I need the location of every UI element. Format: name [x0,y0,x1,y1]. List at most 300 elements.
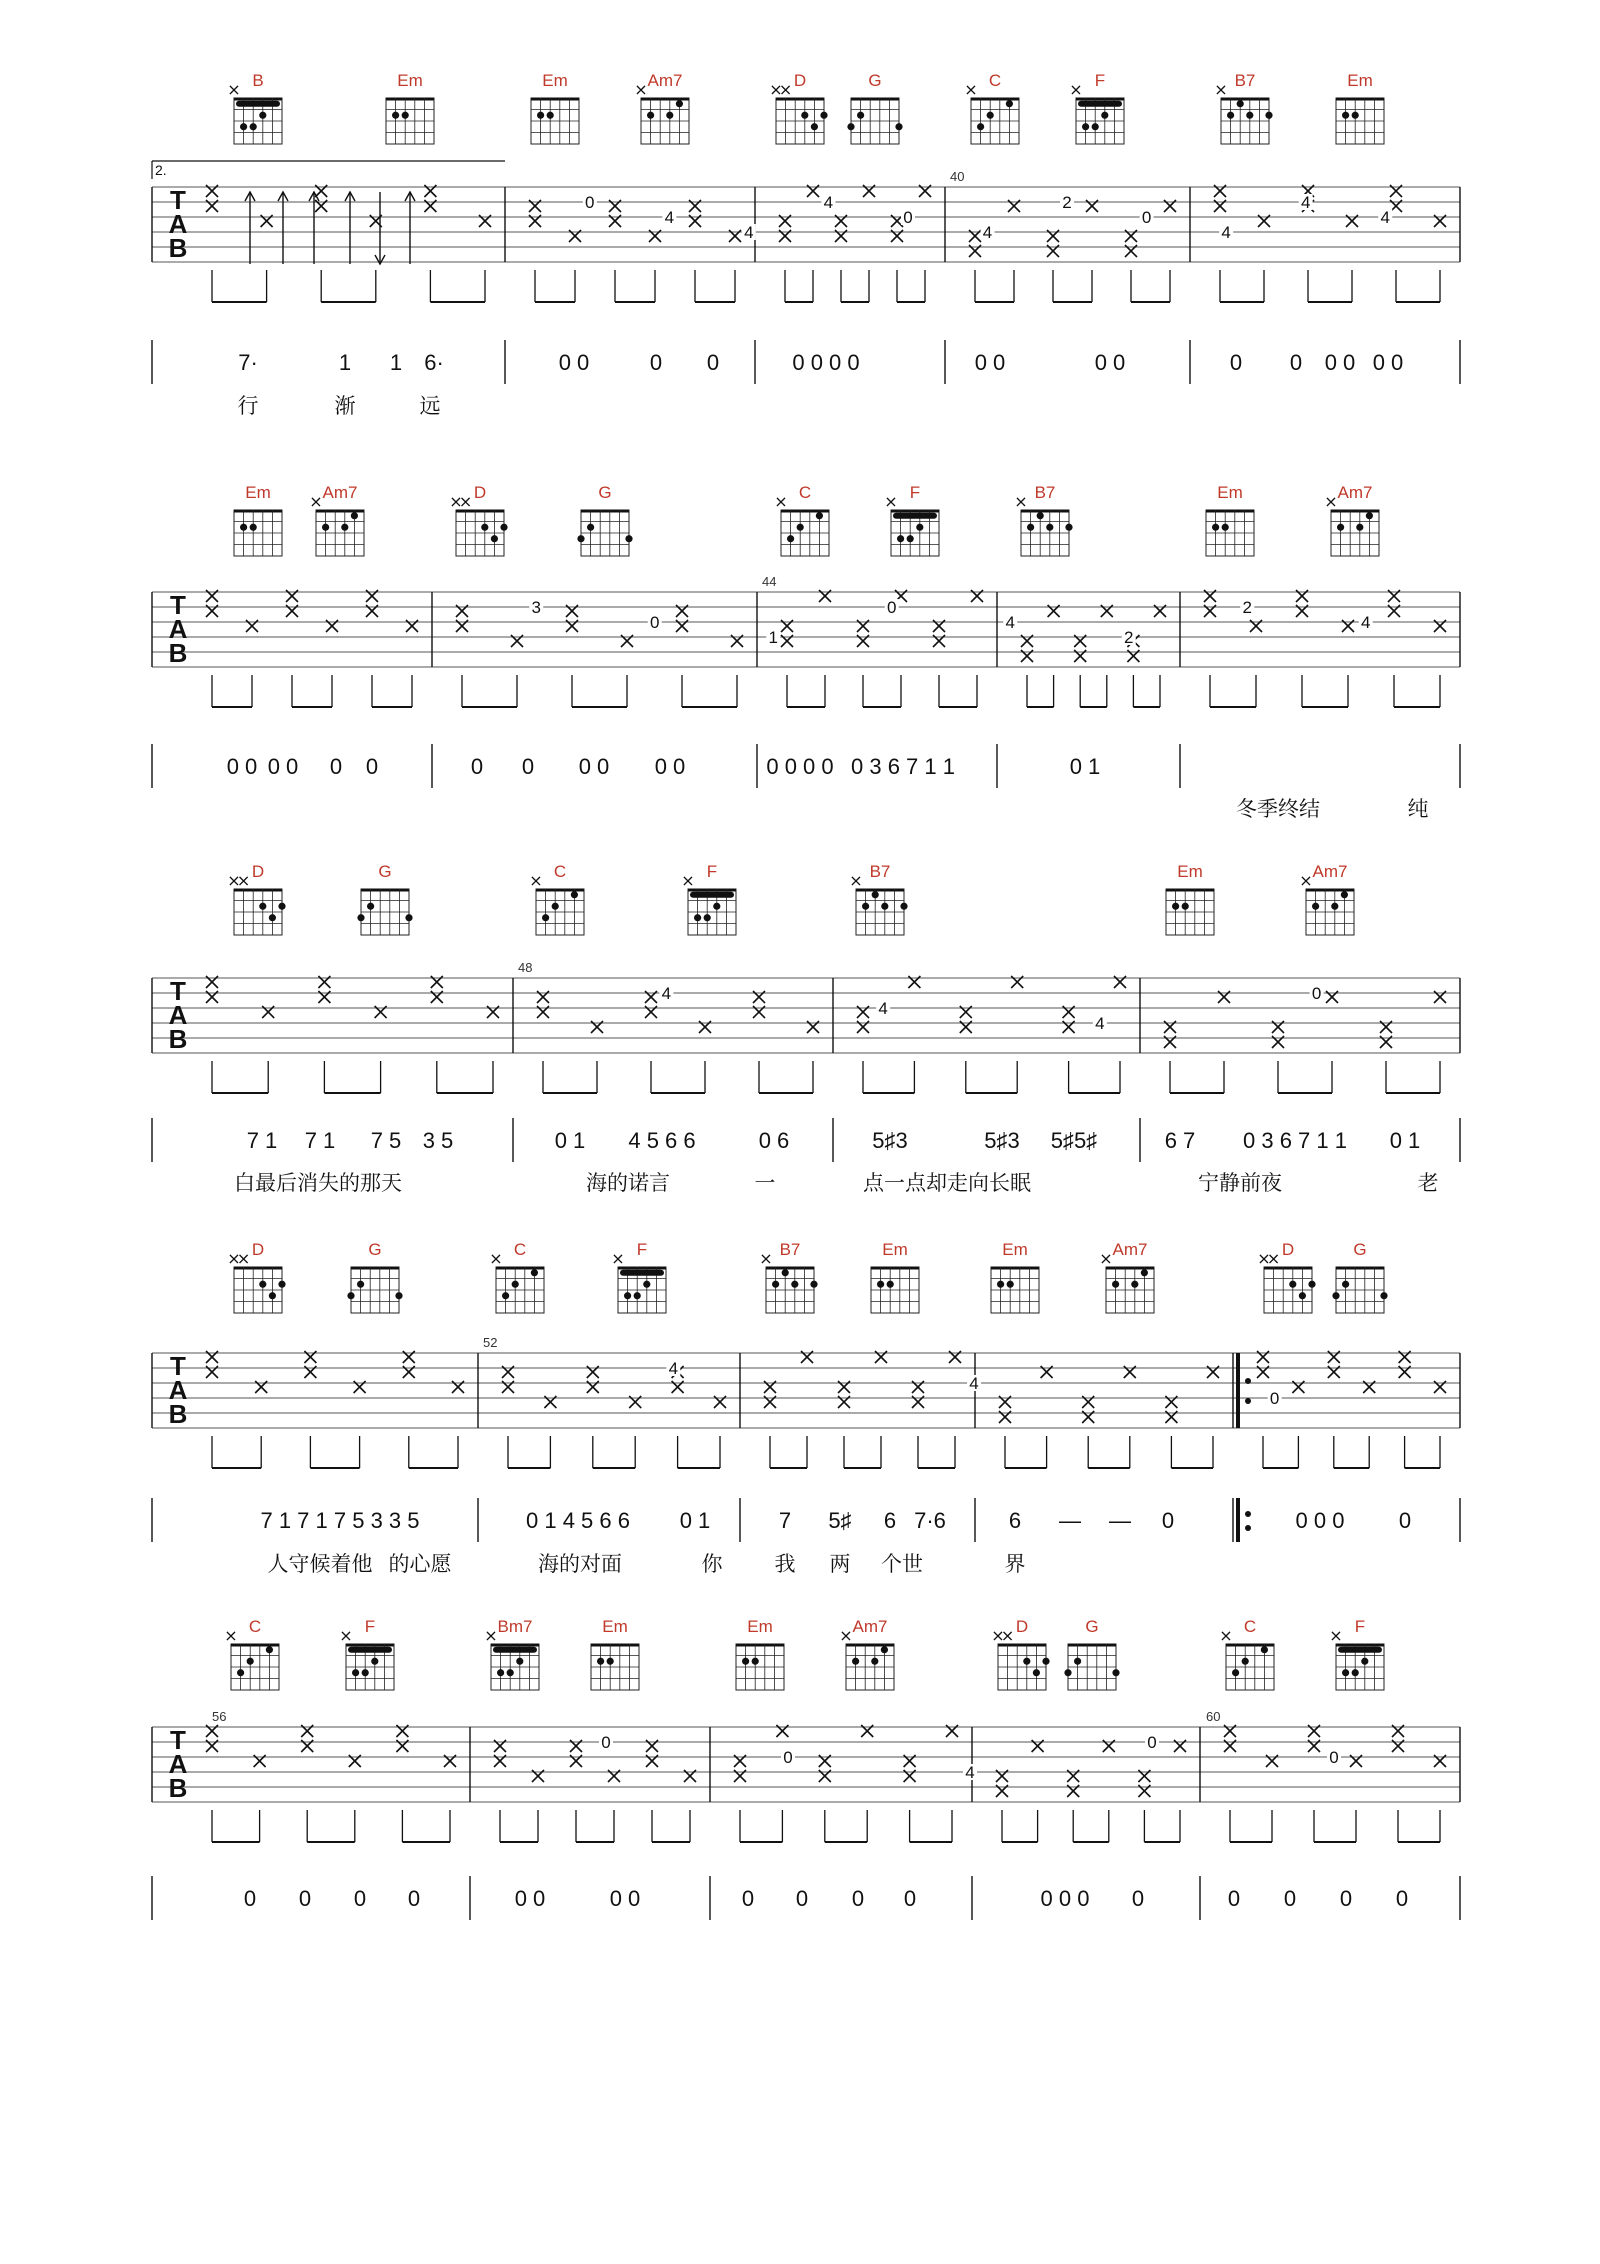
finger-dot [357,914,364,921]
chord-diagram [386,71,434,144]
numbered-note: 0 0 [1372,350,1404,375]
numbered-note: 0 1 [1069,754,1101,779]
finger-dot [1182,903,1189,910]
numbered-note: 0 1 [554,1128,586,1153]
system-2 [152,483,1460,821]
chord-name: G [368,1240,382,1259]
numbered-note: 0 [851,1886,865,1911]
numbered-note: 0 0 0 [1295,1508,1345,1533]
lyric-text: 界 [1004,1552,1026,1576]
numbered-note: 0 [1229,350,1243,375]
lyric-text: 远 [419,394,441,418]
muted-string-marker: × [1014,492,1028,511]
numbered-note: 0 [329,754,343,779]
numbered-note: 7 5 [370,1128,402,1153]
finger-dot [1380,1292,1387,1299]
chord-diagram [991,1240,1039,1313]
tab-clef-letter: T [170,1351,186,1381]
chord-diagram [309,483,364,556]
volta-label: 2. [155,162,167,178]
chord-name: D [1015,1617,1029,1636]
fret-number: 4 [1005,613,1015,632]
system-5 [152,1617,1460,1920]
bar-number: 60 [1206,1709,1221,1724]
tab-clef-letter: A [168,1749,188,1779]
finger-dot [787,535,794,542]
finger-dot [810,1281,817,1288]
muted-string-marker: × [339,1626,353,1645]
finger-dot [491,535,498,542]
chord-name: G [1085,1617,1099,1636]
fret-number: 4 [1380,208,1390,227]
fret-number: 2 [1242,598,1252,617]
finger-dot [357,1281,364,1288]
fret-number: 4 [1361,613,1371,632]
muted-string-marker: × [1219,1626,1233,1645]
lyric-text: 行 [237,394,259,418]
bar-number: 40 [950,169,965,184]
numbered-note: 0 [903,1886,917,1911]
finger-dot [1227,112,1234,119]
barre-bar [236,101,280,107]
lyric-text: 的心愿 [388,1552,452,1576]
fret-number: 0 [1329,1748,1339,1767]
chord-diagram [1069,71,1124,144]
muted-string-marker: × [227,1249,241,1268]
muted-string-marker: × [224,1626,238,1645]
muted-string-marker: × [884,492,898,511]
numbered-note: 5♯ [828,1508,852,1533]
chord-diagram [357,862,412,935]
numbered-note: 7 1 7 1 7 5 3 3 5 [260,1508,420,1533]
chord-name: C [1243,1617,1257,1636]
lyric-text: 一 [754,1171,776,1195]
tab-clef-letter: B [168,1024,188,1054]
finger-dot [772,1281,779,1288]
finger-dot [1289,1281,1296,1288]
numbered-note: 7·6 [914,1508,946,1533]
numbered-note: — [1109,1508,1131,1533]
finger-dot [1046,524,1053,531]
chord-diagram [1299,862,1354,935]
chord-diagram [224,1617,279,1690]
chord-diagram [1257,1240,1315,1313]
chord-diagram [1329,1617,1384,1690]
numbered-note: 5♯5♯ [1050,1128,1098,1153]
fret-number: 4 [878,999,888,1018]
finger-dot [916,524,923,531]
chord-name: Am7 [852,1617,888,1636]
chord-name: G [378,862,392,881]
finger-dot [877,1281,884,1288]
barre-bar [1078,101,1122,107]
numbered-note: 0 0 [654,754,686,779]
fret-number: 4 [1095,1014,1105,1033]
finger-dot [405,914,412,921]
muted-string-marker: × [227,871,241,890]
numbered-note: 0 [1131,1886,1145,1911]
finger-dot [1027,524,1034,531]
lyric-text: 我 [774,1552,796,1576]
finger-dot [900,903,907,910]
chord-name: Bm7 [497,1617,533,1636]
finger-dot [240,524,247,531]
finger-dot [1308,1281,1315,1288]
chord-name: Am7 [647,71,683,90]
numbered-note: 0 3 6 7 1 1 [851,754,955,779]
finger-dot [1265,112,1272,119]
tab-clef-letter: T [170,1725,186,1755]
finger-dot [791,1281,798,1288]
numbered-note: 0 1 4 5 6 6 [526,1508,630,1533]
chord-diagram [847,71,902,144]
fret-number: 4 [823,193,834,212]
muted-string-marker: × [236,871,251,890]
chord-name: F [636,1240,648,1259]
chord-diagram [1214,71,1272,144]
finger-dot [871,1658,878,1665]
finger-dot [531,1269,538,1276]
muted-string-marker: × [1099,1249,1113,1268]
finger-dot [542,914,549,921]
muted-string-marker: × [839,1626,853,1645]
numbered-note: 0 [1339,1886,1353,1911]
chord-diagram [1099,1240,1154,1313]
bar-number: 48 [518,960,533,975]
muted-string-marker: × [458,492,473,511]
tab-clef-letter: A [168,1375,188,1405]
finger-dot [341,524,348,531]
chord-name: D [251,862,265,881]
numbered-note: 0 0 [514,1886,546,1911]
muted-string-marker: × [849,871,863,890]
finger-dot [250,524,257,531]
chord-name: Em [1217,483,1243,502]
chord-name: D [793,71,807,90]
numbered-note: 0 [741,1886,755,1911]
fret-number: 4 [744,223,754,242]
numbered-note: 0 [407,1886,421,1911]
finger-dot [782,1269,789,1276]
muted-string-marker: × [1266,1249,1281,1268]
finger-dot [801,112,808,119]
finger-dot [1331,903,1338,910]
numbered-note: 1 [389,350,403,375]
system-4 [152,1240,1460,1576]
chord-diagram [1064,1617,1119,1690]
numbered-note: 0 [353,1886,367,1911]
muted-string-marker: × [1000,1626,1015,1645]
numbered-note: 0 0 [226,754,258,779]
chord-name: F [364,1617,376,1636]
tab-clef-letter: B [168,638,188,668]
finger-dot [269,1292,276,1299]
numbered-note: 0 [1227,1886,1241,1911]
finger-dot [694,914,701,921]
muted-string-marker: × [484,1626,498,1645]
lyric-text: 冬季终结 [1236,797,1320,821]
chord-name: B7 [1234,71,1256,90]
finger-dot [1261,1646,1268,1653]
finger-dot [587,524,594,531]
finger-dot [278,1281,285,1288]
fret-number: 0 [783,1748,793,1767]
muted-string-marker: × [236,1249,251,1268]
finger-dot [862,903,869,910]
numbered-note: — [1059,1508,1081,1533]
muted-string-marker: × [1069,80,1083,99]
finger-dot [1312,903,1319,910]
finger-dot [250,123,257,130]
numbered-note: 0 0 [1324,350,1356,375]
chord-name: Em [602,1617,628,1636]
finger-dot [625,535,632,542]
tab-clef-letter: T [170,590,186,620]
finger-dot [895,123,902,130]
chord-name: Em [747,1617,773,1636]
chord-diagram [759,1240,817,1313]
chord-name: D [251,1240,265,1259]
fret-number: 1 [768,628,778,647]
chord-name: B [252,71,264,90]
numbered-note: 0 [298,1886,312,1911]
chord-name: G [598,483,612,502]
finger-dot [507,1669,514,1676]
finger-dot [881,1646,888,1653]
muted-string-marker: × [991,1626,1005,1645]
finger-dot [987,112,994,119]
chord-name: D [473,483,487,502]
finger-dot [1237,100,1244,107]
system-1 [152,71,1460,418]
numbered-note: 0 [649,350,663,375]
finger-dot [392,112,399,119]
repeat-dot [1245,1525,1251,1531]
chord-diagram [227,862,285,935]
finger-dot [666,112,673,119]
numbered-note: 0 [243,1886,257,1911]
chord-diagram [339,1617,394,1690]
chord-diagram [681,862,736,935]
finger-dot [362,1669,369,1676]
muted-string-marker: × [769,80,783,99]
finger-dot [1042,1658,1049,1665]
finger-dot [742,1658,749,1665]
chord-name: Em [1177,862,1203,881]
numbered-note: 0 1 [1389,1128,1421,1153]
numbered-note: 6· [424,350,444,375]
tab-clef-letter: A [168,209,188,239]
fret-number: 0 [1147,1733,1157,1752]
numbered-note: 0 3 6 7 1 1 [1243,1128,1347,1153]
finger-dot [259,903,266,910]
fret-number: 4 [1300,193,1311,212]
fret-number: 2 [1062,193,1072,212]
numbered-note: 0 [795,1886,809,1911]
finger-dot [502,1292,509,1299]
chord-name: B7 [1034,483,1056,502]
finger-dot [516,1658,523,1665]
tab-clef-letter: A [168,614,188,644]
finger-dot [1065,524,1072,531]
chord-name: F [1094,71,1106,90]
numbered-note: 0 [1283,1886,1297,1911]
barre-bar [893,513,937,519]
chord-diagram [1336,71,1384,144]
finger-dot [997,1281,1004,1288]
lyric-text: 海的对面 [538,1552,622,1576]
tab-clef-letter: B [168,233,188,263]
muted-string-marker: × [1329,1626,1343,1645]
finger-dot [1342,1281,1349,1288]
chord-diagram [736,1617,784,1690]
finger-dot [1064,1669,1071,1676]
finger-dot [1131,1281,1138,1288]
tab-clef-letter: B [168,1773,188,1803]
finger-dot [266,1646,273,1653]
finger-dot [1332,1292,1339,1299]
finger-dot [367,903,374,910]
finger-dot [237,1669,244,1676]
muted-string-marker: × [964,80,978,99]
chord-diagram [531,71,579,144]
barre-bar [1338,1647,1382,1653]
finger-dot [278,903,285,910]
chord-diagram [591,1617,639,1690]
fret-number: 0 [887,598,897,617]
numbered-note: 0 0 [609,1886,641,1911]
chord-diagram [577,483,632,556]
tab-clef-letter: B [168,1399,188,1429]
chord-name: B7 [869,862,891,881]
lyric-text: 点一点却走向长眠 [863,1171,1031,1195]
chord-diagram [884,483,939,556]
finger-dot [1112,1669,1119,1676]
numbered-note: 4 5 6 6 [628,1128,696,1153]
muted-string-marker: × [1299,871,1313,890]
system-3 [152,862,1460,1195]
muted-string-marker: × [681,871,695,890]
finger-dot [872,891,879,898]
chord-diagram [484,1617,539,1690]
finger-dot [847,123,854,130]
numbered-note: 0 0 0 [1040,1886,1090,1911]
fret-number: 0 [1141,208,1152,227]
finger-dot [634,1292,641,1299]
chord-diagram [234,483,282,556]
lyric-text: 渐 [334,394,356,418]
chord-diagram [489,1240,544,1313]
finger-dot [1074,1658,1081,1665]
finger-dot [571,891,578,898]
finger-dot [1342,1669,1349,1676]
muted-string-marker: × [1257,1249,1271,1268]
fret-number: 2 [1124,628,1134,647]
finger-dot [577,535,584,542]
lyric-text: 两 [829,1552,851,1576]
numbered-note: 0 [521,754,535,779]
finger-dot [1037,512,1044,519]
bar-number: 44 [762,574,777,589]
tab-clef-letter: T [170,976,186,1006]
barre-bar [493,1647,537,1653]
lyric-text: 纯 [1407,797,1429,821]
finger-dot [1101,112,1108,119]
muted-string-marker: × [774,492,788,511]
finger-dot [811,123,818,130]
finger-dot [402,112,409,119]
muted-string-marker: × [227,80,241,99]
chord-name: C [988,71,1002,90]
muted-string-marker: × [778,80,793,99]
finger-dot [1242,1658,1249,1665]
barre-bar [620,1270,664,1276]
bar-number: 52 [483,1335,498,1350]
numbered-note: 0 0 [1094,350,1126,375]
finger-dot [852,1658,859,1665]
finger-dot [537,112,544,119]
finger-dot [395,1292,402,1299]
finger-dot [1342,112,1349,119]
chord-name: Am7 [1112,1240,1148,1259]
finger-dot [816,512,823,519]
numbered-note: 3 5 [422,1128,454,1153]
chord-name: F [909,483,921,502]
chord-name: Em [1347,71,1373,90]
finger-dot [607,1658,614,1665]
numbered-note: 0 [1289,350,1303,375]
finger-dot [1246,112,1253,119]
chord-diagram [227,1240,285,1313]
numbered-note: 0 0 [558,350,590,375]
finger-dot [1352,1669,1359,1676]
finger-dot [259,1281,266,1288]
bar-number: 56 [212,1709,227,1724]
chord-name: Em [397,71,423,90]
finger-dot [897,535,904,542]
finger-dot [1299,1292,1306,1299]
numbered-note: 0 0 [578,754,610,779]
finger-dot [1356,524,1363,531]
barre-bar [348,1647,392,1653]
finger-dot [1023,1658,1030,1665]
finger-dot [512,1281,519,1288]
chord-name: C [513,1240,527,1259]
chord-diagram [529,862,584,935]
chord-name: G [1353,1240,1367,1259]
finger-dot [887,1281,894,1288]
tab-clef-letter: A [168,1000,188,1030]
finger-dot [1341,891,1348,898]
chord-name: F [1354,1617,1366,1636]
fret-number: 4 [1221,223,1231,242]
fret-number: 4 [969,1374,979,1393]
barre-bar [690,892,734,898]
chord-diagram [227,71,282,144]
chord-name: C [248,1617,262,1636]
chord-name: Am7 [322,483,358,502]
finger-dot [552,903,559,910]
fret-number: 0 [585,193,595,212]
chord-name: Em [245,483,271,502]
numbered-note: 5♯3 [984,1128,1020,1153]
chord-diagram [991,1617,1049,1690]
chord-diagram [1014,483,1072,556]
finger-dot [1337,524,1344,531]
finger-dot [1172,903,1179,910]
finger-dot [647,112,654,119]
finger-dot [1141,1269,1148,1276]
